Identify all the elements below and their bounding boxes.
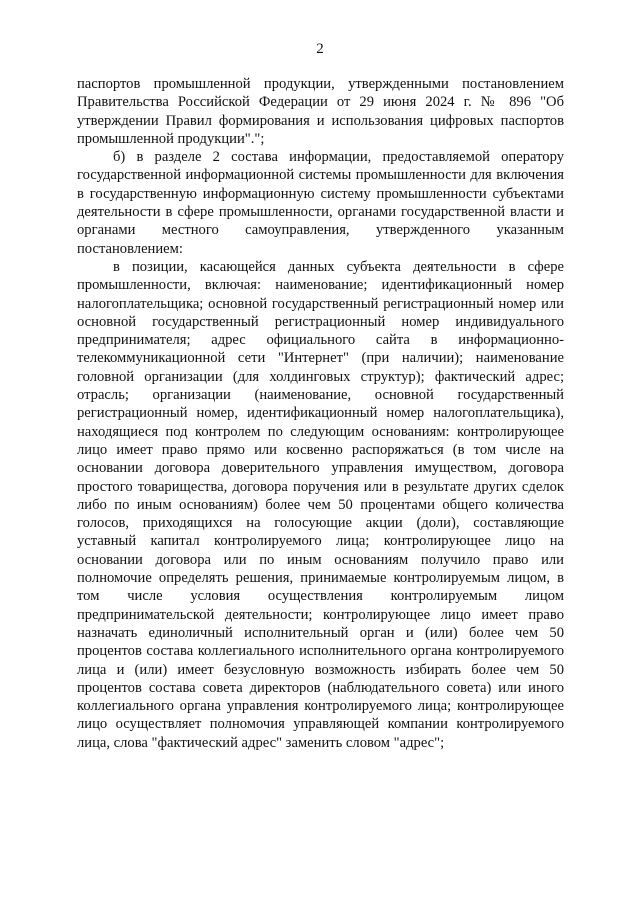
paragraph-item-b: б) в разделе 2 состава информации, предоставляемой оператору государственной информационной системы промышленности для включения в государственную информационную систему промышленности субъектами деятельности в сфере промышленности, органами государственной власти и органами местного самоуправления, утвержденного указанным постановлением: <box>77 149 564 257</box>
document-body <box>77 75 564 752</box>
paragraph-continuation: паспортов промышленной продукции, утвержденными постановлением Правительства Российской Федерации от 29 июня 2024 г. № 896 "Об утверждении Правил формирования и использования цифровых паспортов промышленной продукции"."; <box>77 76 564 147</box>
paragraph-position-amendment: в позиции, касающейся данных субъекта деятельности в сфере промышленности, включая: наименование; идентификационный номер налогоплательщика; основной государственный регистрационный номер или основной государственный регистрационный номер индивидуального предпринимателя; адрес официального сайта в информационно-телекоммуникационной сети "Интернет" (при наличии); наименование головной организации (для холдинговых структур); фактический адрес; отрасль; организации (наименование, основной государственный регистрационный номер, идентификационный номер налогоплательщика), находящиеся под контролем по следующим основаниям: контролирующее лицо имеет право прямо или косвенно распоряжаться (в том числе на основании договора доверительного управления имуществом, договора простого товарищества, договора поручения или в результате других сделок либо по иным основаниям) более чем 50 процентами общего количества голосов, приходящихся на голосующие акции (доли), составляющие уставный капитал контролируемого лица; контролирующее лицо на основании договора или по иным основаниям получило право или полномочие определять решения, принимаемые контролируемым лицом, в том числе условия осуществления контролируемым лицом предпринимательской деятельности; контролирующее лицо имеет право назначать единоличный исполнительный орган и (или) более чем 50 процентов состава коллегиального исполнительного органа контролируемого лица и (или) имеет безусловную возможность избирать более чем 50 процентов состава совета директоров (наблюдательного совета) или иного коллегиального органа управления контролируемого лица; контролирующее лицо осуществляет полномочия управляющей компании контролируемого лица, слова "фактический адрес" заменить словом "адрес"; <box>77 258 564 751</box>
page-number: 2 <box>316 41 324 57</box>
